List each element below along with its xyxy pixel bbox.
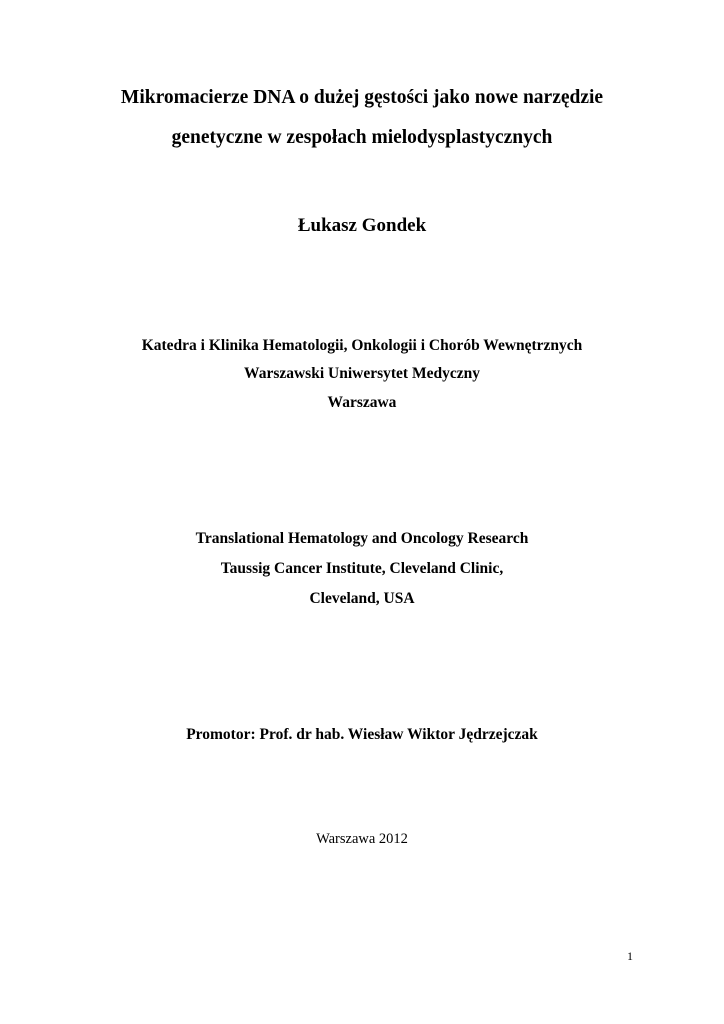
page-number: 1 bbox=[627, 949, 633, 963]
us-institute: Taussig Cancer Institute, Cleveland Clinic, bbox=[220, 560, 504, 577]
place-and-year: Warszawa 2012 bbox=[316, 831, 408, 847]
us-city: Cleveland, USA bbox=[309, 590, 415, 607]
author-name: Łukasz Gondek bbox=[297, 215, 427, 236]
polish-university: Warszawski Uniwersytet Medyczny bbox=[244, 365, 480, 382]
us-department: Translational Hematology and Oncology Research bbox=[195, 530, 529, 547]
promotor-line: Promotor: Prof. dr hab. Wiesław Wiktor Jędrzejczak bbox=[186, 726, 538, 743]
title-line-1: Mikromacierze DNA o dużej gęstości jako nowe narzędzie bbox=[120, 87, 604, 108]
polish-city: Warszawa bbox=[327, 394, 397, 411]
polish-department: Katedra i Klinika Hematologii, Onkologii i Chorób Wewnętrznych bbox=[141, 337, 583, 354]
title-line-2: genetyczne w zespołach mielodysplastycznych bbox=[171, 127, 553, 148]
